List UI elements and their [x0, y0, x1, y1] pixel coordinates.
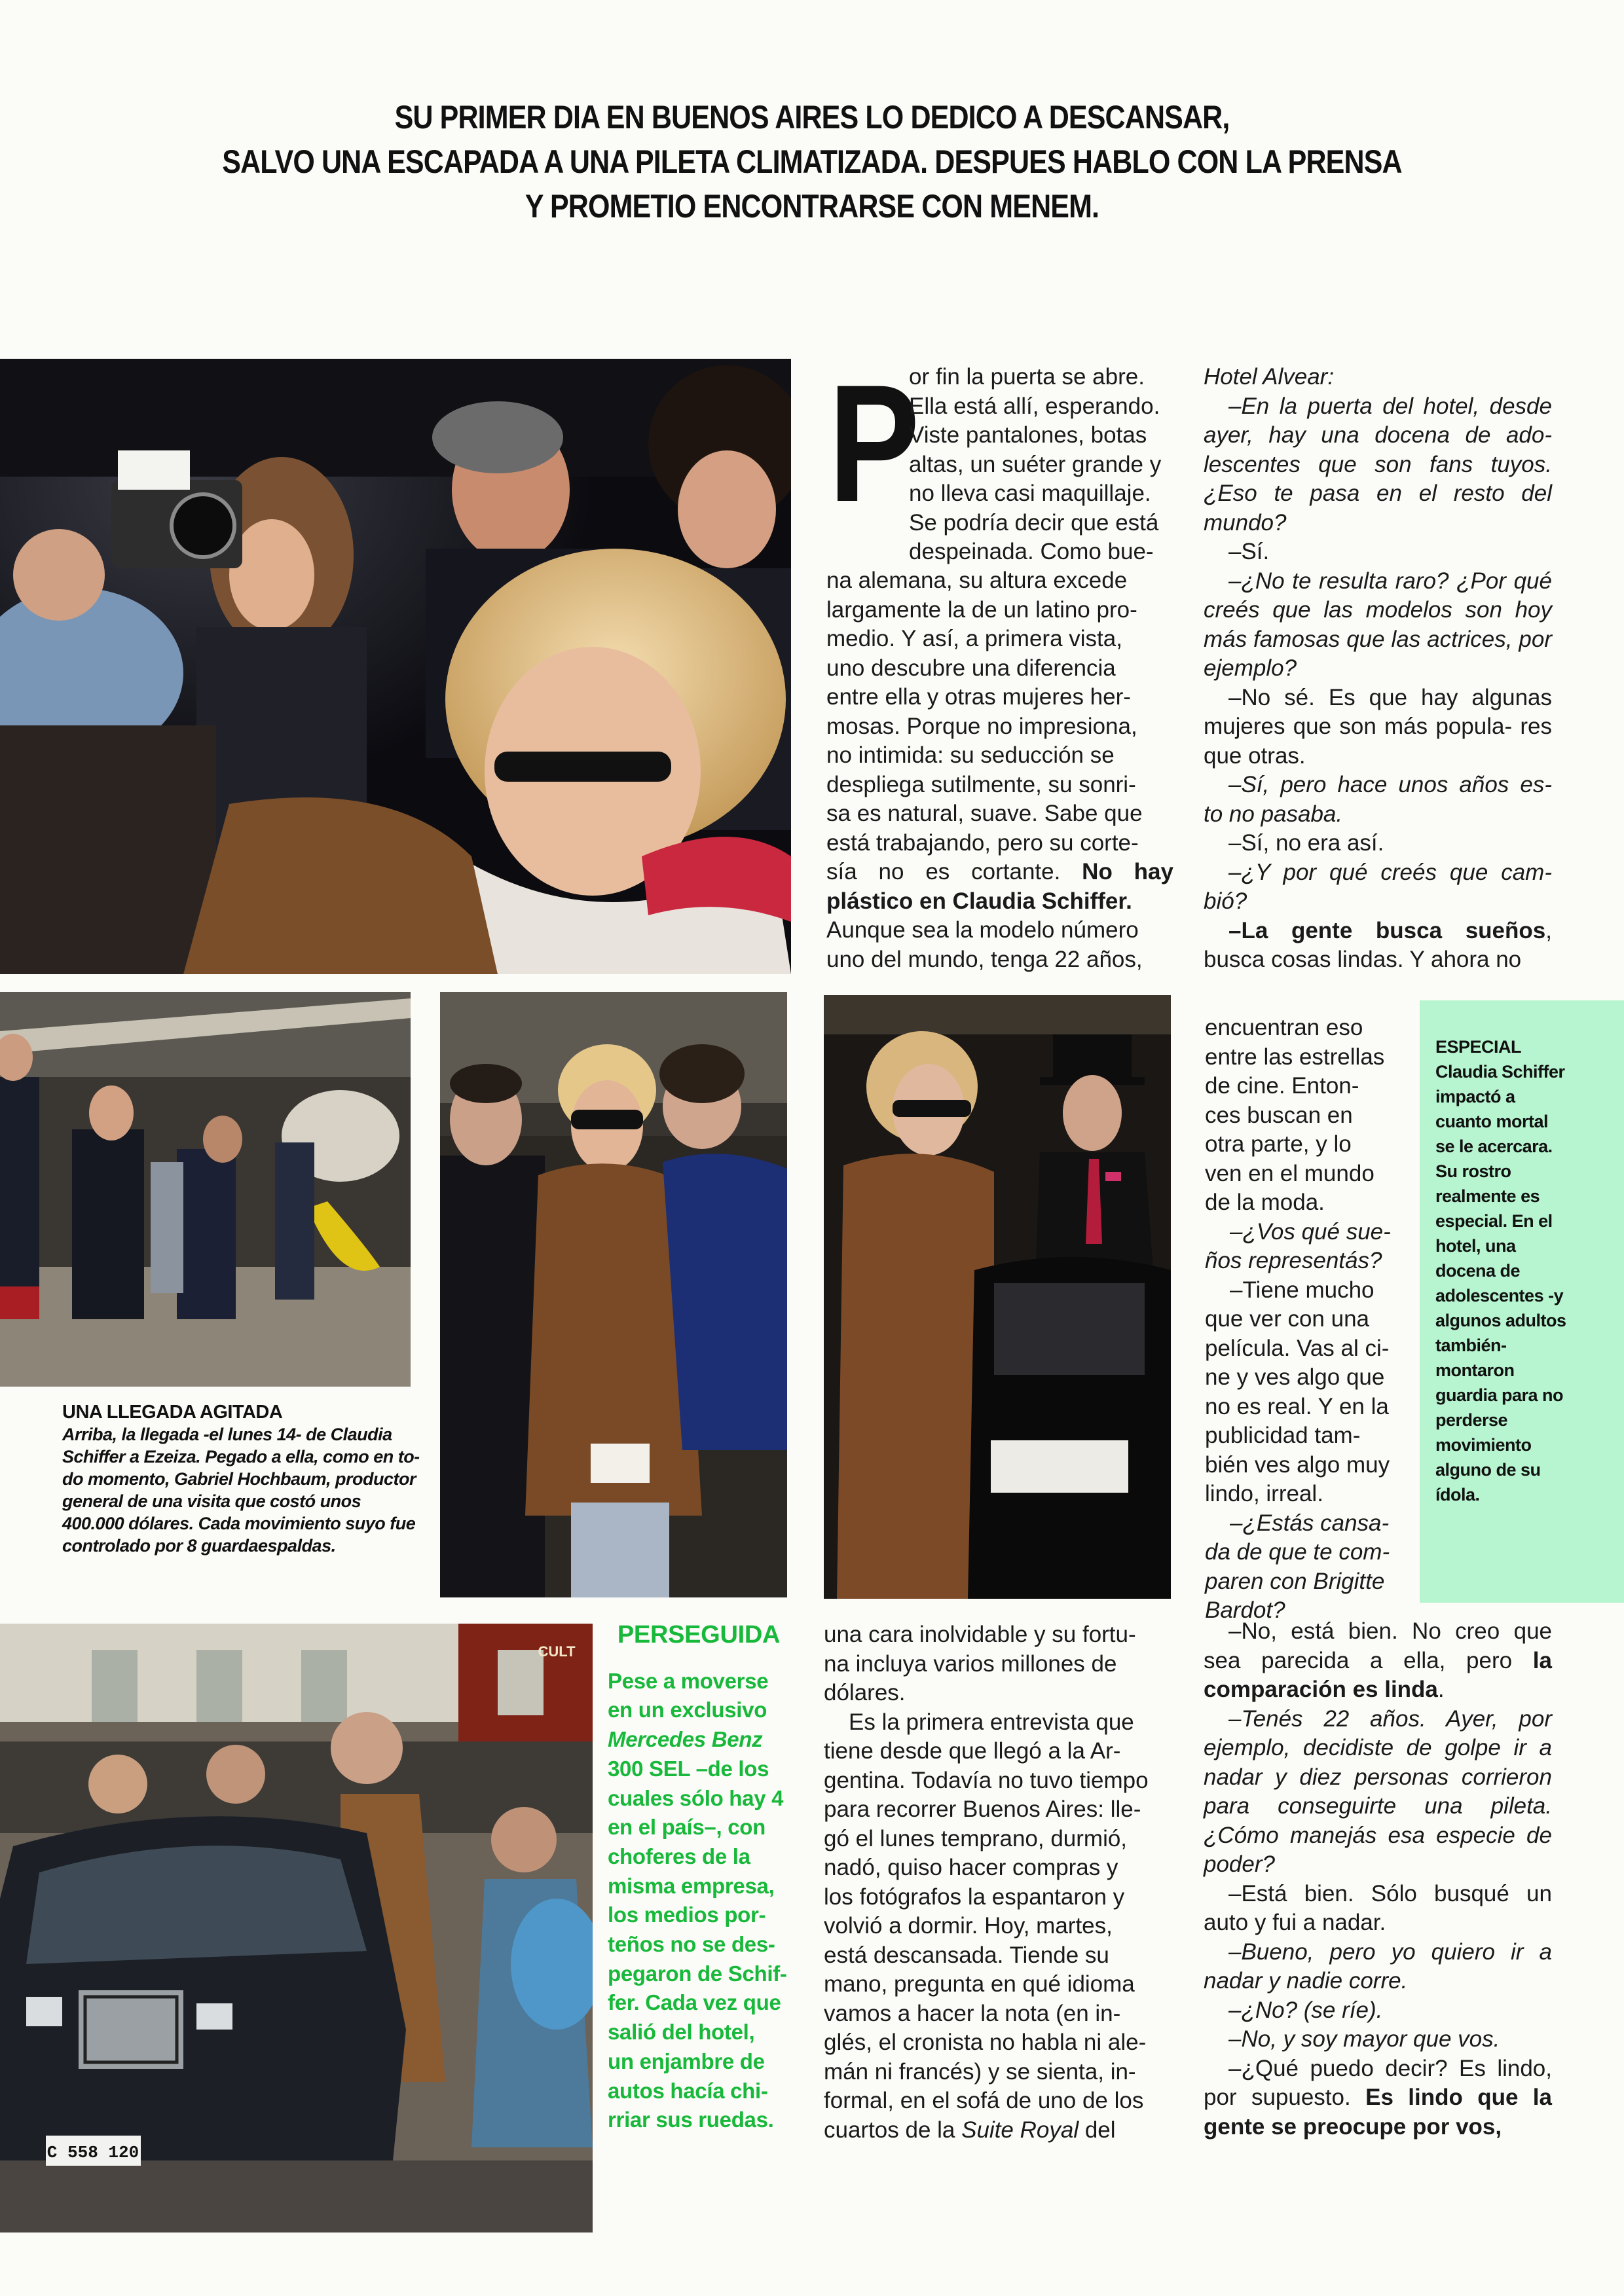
sidebar-line: adolescentes -y: [1435, 1286, 1564, 1305]
article-line: publicidad tam-: [1205, 1423, 1361, 1448]
article-line: ños representás?: [1205, 1248, 1382, 1273]
sidebar-line: también-: [1435, 1336, 1507, 1355]
photo-paparazzi-crowd: [0, 359, 791, 974]
article-paragraph: –Está bien. Sólo busqué un auto y fui a nadar.: [1204, 1880, 1552, 1935]
article-line: bién ves algo muy: [1205, 1451, 1390, 1478]
article-line: Es la primera entrevista que: [849, 1709, 1134, 1735]
article-line: Se podría decir que está: [909, 509, 1159, 536]
article-paragraph: –Bueno, pero yo quiero ir a nadar y nadie corre.: [1204, 1939, 1552, 1994]
article-paragraph: [1204, 917, 1552, 975]
sidebar-line: autos hacía chi-: [608, 2078, 768, 2103]
article-line: dólares.: [824, 1680, 906, 1705]
sidebar-line: cuanto mortal: [1435, 1112, 1549, 1131]
caption-line: controlado por 8 guardaespaldas.: [62, 1536, 336, 1556]
sidebar-line: un enjambre de: [608, 2049, 765, 2073]
drop-cap: P: [828, 350, 920, 537]
caption-line: Schiffer a Ezeiza. Pegado a ella, como en to-: [62, 1447, 420, 1467]
sidebar-line: choferes de la: [608, 1844, 750, 1868]
article-line: otra parte, y lo: [1205, 1131, 1352, 1157]
article-line: nadó, quiso hacer compras y: [824, 1855, 1118, 1880]
caption-arrival-title: UNA LLEGADA AGITADA: [62, 1402, 283, 1423]
sidebar-line: misma empresa,: [608, 1873, 775, 1898]
sidebar-line: realmente es: [1435, 1186, 1540, 1206]
article-line: encuentran eso: [1205, 1015, 1363, 1040]
shop-sign: CULT: [538, 1643, 576, 1660]
article-paragraph: –No sé. Es que hay algunas mujeres que son más popula- res que otras.: [1204, 684, 1552, 769]
article-col1-full: [826, 566, 1173, 974]
article-line: ces buscan en: [1205, 1102, 1353, 1128]
article-paragraph: –Sí, pero hace unos años es- to no pasaba.: [1204, 772, 1552, 827]
sidebar-line: pegaron de Schif-: [608, 1961, 787, 1986]
sidebar-line: Mercedes Benz: [608, 1727, 763, 1752]
article-bold-phrase: Es lindo que la gente se preocupe por vos,: [1204, 2085, 1552, 2140]
sidebar-line: alguno de su: [1435, 1460, 1541, 1480]
sidebar-line: salió del hotel,: [608, 2020, 755, 2045]
sidebar-line: en un exclusivo: [608, 1698, 767, 1722]
article-line: de cine. Enton-: [1205, 1073, 1359, 1099]
sidebar-special: [1420, 1000, 1624, 1603]
article-text: , busca cosas lindas. Y ahora no: [1204, 917, 1552, 972]
article-line: lindo, irreal.: [1205, 1481, 1323, 1506]
sidebar-line: impactó a: [1435, 1087, 1515, 1106]
article-line: uno del mundo, tenga 22 años,: [826, 946, 1143, 972]
article-bold-phrase: la comparación es linda: [1204, 1647, 1552, 1702]
article-line: mosas. Porque no impresiona,: [826, 713, 1137, 739]
sidebar-line: cuales sólo hay 4: [608, 1785, 784, 1810]
photo-claudia-brown-coat: [440, 992, 787, 1597]
article-line: formal, en el sofá de uno de los: [824, 2088, 1144, 2113]
article-line: –Tiene mucho: [1230, 1277, 1375, 1303]
article-line: no es real. Y en la: [1205, 1393, 1389, 1419]
headline: [114, 95, 1511, 228]
article-italic-text: Suite Royal: [961, 2117, 1079, 2143]
article-line: sía no es cortante.: [826, 859, 1082, 884]
article-line: uno descubre una diferencia: [826, 655, 1116, 681]
photo-mercedes-crowd: [0, 1624, 593, 2232]
headline-line-3: Y PROMETIO ENCONTRARSE CON MENEM.: [525, 188, 1099, 225]
article-line: película. Vas al ci-: [1205, 1335, 1390, 1361]
caption-arrival-body: [62, 1423, 429, 1557]
caption-line: Arriba, la llegada -el lunes 14- de Claudia: [62, 1425, 392, 1444]
article-text: –No, está bien. No creo que sea parecida a ella, pero: [1204, 1618, 1552, 1673]
photo-car-door-doorman: [824, 995, 1171, 1599]
article-line: una cara inolvidable y su fortu-: [824, 1622, 1136, 1647]
sidebar-special-title: ESPECIAL: [1435, 1037, 1522, 1057]
article-line: que ver con una: [1205, 1306, 1370, 1332]
sidebar-line: especial. En el: [1435, 1211, 1553, 1231]
sidebar-line: montaron: [1435, 1360, 1515, 1380]
article-col2-narrow: [1205, 1013, 1401, 1626]
headline-line-2: SALVO UNA ESCAPADA A UNA PILETA CLIMATIZADA. DESPUES HABLO CON LA PRENSA: [222, 143, 1402, 180]
article-line: –¿Vos qué sue-: [1230, 1218, 1391, 1245]
article-line: gentina. Todavía no tuvo tiempo: [824, 1767, 1149, 1793]
article-line: Ella está allí, esperando.: [909, 393, 1160, 419]
article-paragraph: –¿No? (se ríe).: [1228, 1997, 1383, 2023]
article-paragraph: –Sí, no era así.: [1228, 830, 1384, 856]
article-col1-bottom: [824, 1620, 1172, 2145]
caption-line: general de una visita que costó unos: [62, 1491, 361, 1511]
license-plate: C 558 120: [46, 2143, 139, 2162]
sidebar-persecuted: [608, 1620, 790, 2135]
sidebar-line: docena de: [1435, 1261, 1521, 1281]
sidebar-line: algunos adultos: [1435, 1311, 1566, 1330]
article-line: ne y ves algo que: [1205, 1364, 1385, 1390]
article-line: Viste pantalones, botas: [909, 422, 1147, 448]
article-line: na alemana, su altura excede: [826, 568, 1128, 593]
article-text: –¿Qué puedo decir? Es lindo, por supuesto.: [1204, 2055, 1552, 2110]
article-line: ven en el mundo: [1205, 1160, 1375, 1186]
article-line: volvió a dormir. Hoy, martes,: [824, 1913, 1113, 1939]
sidebar-line: Claudia Schiffer: [1435, 1062, 1565, 1082]
sidebar-persecuted-title: PERSEGUIDA: [617, 1621, 781, 1649]
article-line: no intimida: su seducción se: [826, 742, 1115, 768]
article-line: largamente la de un latino pro-: [826, 596, 1137, 623]
article-line: Bardot?: [1205, 1597, 1285, 1623]
article-line: da de que te com-: [1205, 1539, 1390, 1565]
article-line: mano, pregunta en qué idioma: [824, 1971, 1135, 1997]
article-col2-top: [1204, 363, 1552, 975]
article-line: entre las estrellas: [1205, 1044, 1385, 1070]
article-line: or fin la puerta se abre.: [909, 364, 1145, 390]
caption-arrival: [62, 1401, 429, 1557]
article-paragraph: –¿No te resulta raro? ¿Por qué creés que las modelos son hoy más famosas que las actrices, por ejemplo?: [1204, 568, 1552, 681]
article-line: no lleva casi maquillaje.: [909, 481, 1151, 506]
sidebar-line: perderse: [1435, 1410, 1508, 1430]
article-text: cuartos de la: [824, 2117, 962, 2143]
article-bold-phrase: No hay plástico en Claudia Schiffer.: [826, 859, 1173, 914]
article-paragraph: [1204, 2054, 1552, 2142]
article-line: paren con Brigitte: [1205, 1568, 1385, 1594]
article-line: sa es natural, suave. Sabe que: [826, 801, 1143, 826]
article-paragraph: –Sí.: [1228, 539, 1270, 564]
article-col1-narrow: [909, 363, 1172, 567]
photo-bodyguards: [0, 992, 411, 1387]
article-line: Aunque sea la modelo número: [826, 917, 1139, 943]
article-paragraph: –En la puerta del hotel, desde ayer, hay una docena de ado- lescentes que son fans tuyos. ¿Eso te pasa en el resto del mundo?: [1204, 393, 1552, 536]
article-line: altas, un suéter grande y: [909, 451, 1162, 477]
article-paragraph: –No, y soy mayor que vos.: [1228, 2026, 1500, 2052]
article-paragraph: –Tenés 22 años. Ayer, por ejemplo, decidiste de golpe ir a nadar y diez personas corrieron para conseguirte una pileta. ¿Cómo manejás esa especie de poder?: [1204, 1705, 1552, 1877]
article-line: glés, el cronista no habla ni ale-: [824, 2030, 1147, 2055]
article-line: los fotógrafos la espantaron y: [824, 1884, 1125, 1910]
article-bold-phrase: –La gente busca sueños: [1228, 917, 1546, 943]
sidebar-line: teños no se des-: [608, 1932, 775, 1957]
article-line: despeinada. Como bue-: [909, 539, 1154, 564]
sidebar-line: Pese a moverse: [608, 1668, 769, 1693]
sidebar-line: movimiento: [1435, 1435, 1532, 1455]
caption-line: 400.000 dólares. Cada movimiento suyo fue: [62, 1514, 416, 1533]
headline-line-1: SU PRIMER DIA EN BUENOS AIRES LO DEDICO A DESCANSAR,: [394, 99, 1230, 136]
sidebar-line: fer. Cada vez que: [608, 1990, 781, 2015]
article-text: .: [1437, 1677, 1445, 1702]
article-text: del: [1079, 2117, 1116, 2143]
article-line: de la moda.: [1205, 1190, 1325, 1215]
article-line: gó el lunes temprano, durmió,: [824, 1825, 1128, 1851]
article-line: [824, 2116, 1172, 2145]
sidebar-line: los medios por-: [608, 1903, 766, 1927]
article-line: para recorrer Buenos Aires: lle-: [824, 1796, 1141, 1822]
article-line: entre ella y otras mujeres her-: [826, 684, 1131, 710]
article-paragraph: [1204, 1617, 1552, 1705]
article-paragraph: Hotel Alvear:: [1204, 364, 1335, 390]
article-line: na incluya varios millones de: [824, 1650, 1117, 1677]
sidebar-line: Su rostro: [1435, 1161, 1511, 1181]
article-line: está trabajando, pero su corte-: [826, 829, 1139, 856]
sidebar-line: ídola.: [1435, 1485, 1480, 1504]
sidebar-line: rriar sus ruedas.: [608, 2107, 774, 2132]
sidebar-line: guardia para no: [1435, 1385, 1564, 1405]
sidebar-line: 300 SEL –de los: [608, 1756, 769, 1781]
article-line: está descansada. Tiende su: [824, 1942, 1109, 1968]
sidebar-line: hotel, una: [1435, 1236, 1516, 1256]
article-paragraph: –¿Y por qué creés que cam- bió?: [1204, 859, 1552, 914]
article-line: medio. Y así, a primera vista,: [826, 626, 1122, 651]
article-line: despliega sutilmente, su sonri-: [826, 771, 1136, 797]
article-line: vamos a hacer la nota (en in-: [824, 2000, 1121, 2026]
caption-line: do momento, Gabriel Hochbaum, productor: [62, 1469, 416, 1489]
article-line: –¿Estás cansa-: [1230, 1510, 1390, 1536]
sidebar-line: se le acercara.: [1435, 1137, 1553, 1156]
article-line: mán ni francés) y se sienta, in-: [824, 2058, 1136, 2085]
sidebar-line: en el país–, con: [608, 1815, 766, 1840]
article-col2-bottom: [1204, 1617, 1552, 2141]
article-line: tiene desde que llegó a la Ar-: [824, 1738, 1121, 1764]
